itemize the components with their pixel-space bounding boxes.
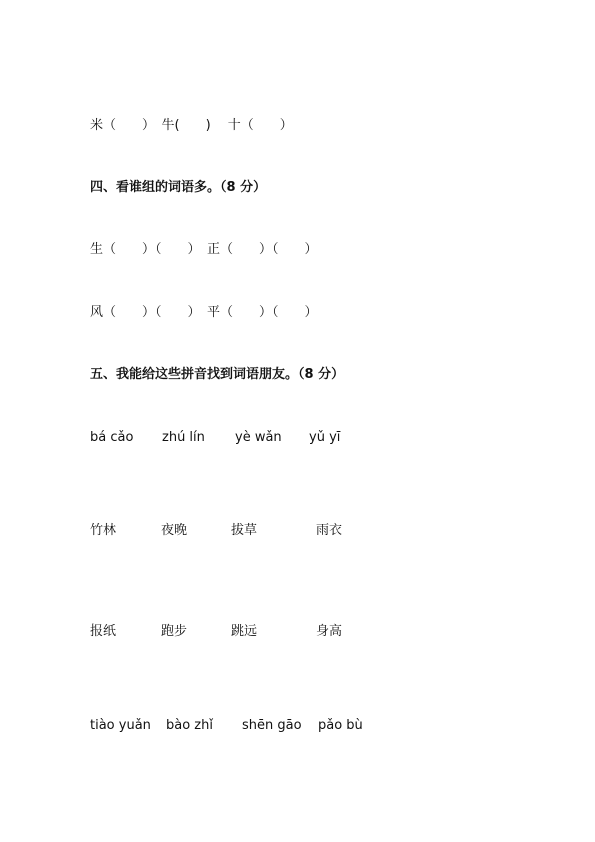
section-4-line-2: 风（ ）（ ） 平（ ）（ ） [90, 305, 318, 320]
pinyin-item: pǎo bù [318, 718, 363, 733]
word-item: 身高 [316, 624, 343, 639]
word-item: 拔草 [231, 523, 258, 538]
pinyin-item: bá cǎo [90, 430, 134, 445]
word-item: 跑步 [161, 624, 188, 639]
word-item: 雨衣 [316, 523, 343, 538]
pinyin-item: zhú lín [162, 430, 205, 445]
pinyin-item: shēn gāo [242, 718, 302, 733]
pinyin-item: tiào yuǎn [90, 718, 151, 733]
word-item: 竹林 [90, 523, 117, 538]
section-4-heading: 四、看谁组的词语多。（8 分） [90, 180, 267, 195]
section-5-heading: 五、我能给这些拼音找到词语朋友。（8 分） [90, 367, 345, 382]
word-item: 报纸 [90, 624, 117, 639]
section-4-line-1: 生（ ）（ ） 正（ ）（ ） [90, 242, 318, 257]
word-item: 夜晚 [161, 523, 188, 538]
char-row-1: 米（ ） 牛( ) 十（ ） [90, 118, 293, 133]
pinyin-item: yǔ yī [309, 430, 341, 445]
pinyin-item: bào zhǐ [166, 718, 213, 733]
word-item: 跳远 [231, 624, 258, 639]
pinyin-item: yè wǎn [235, 430, 282, 445]
